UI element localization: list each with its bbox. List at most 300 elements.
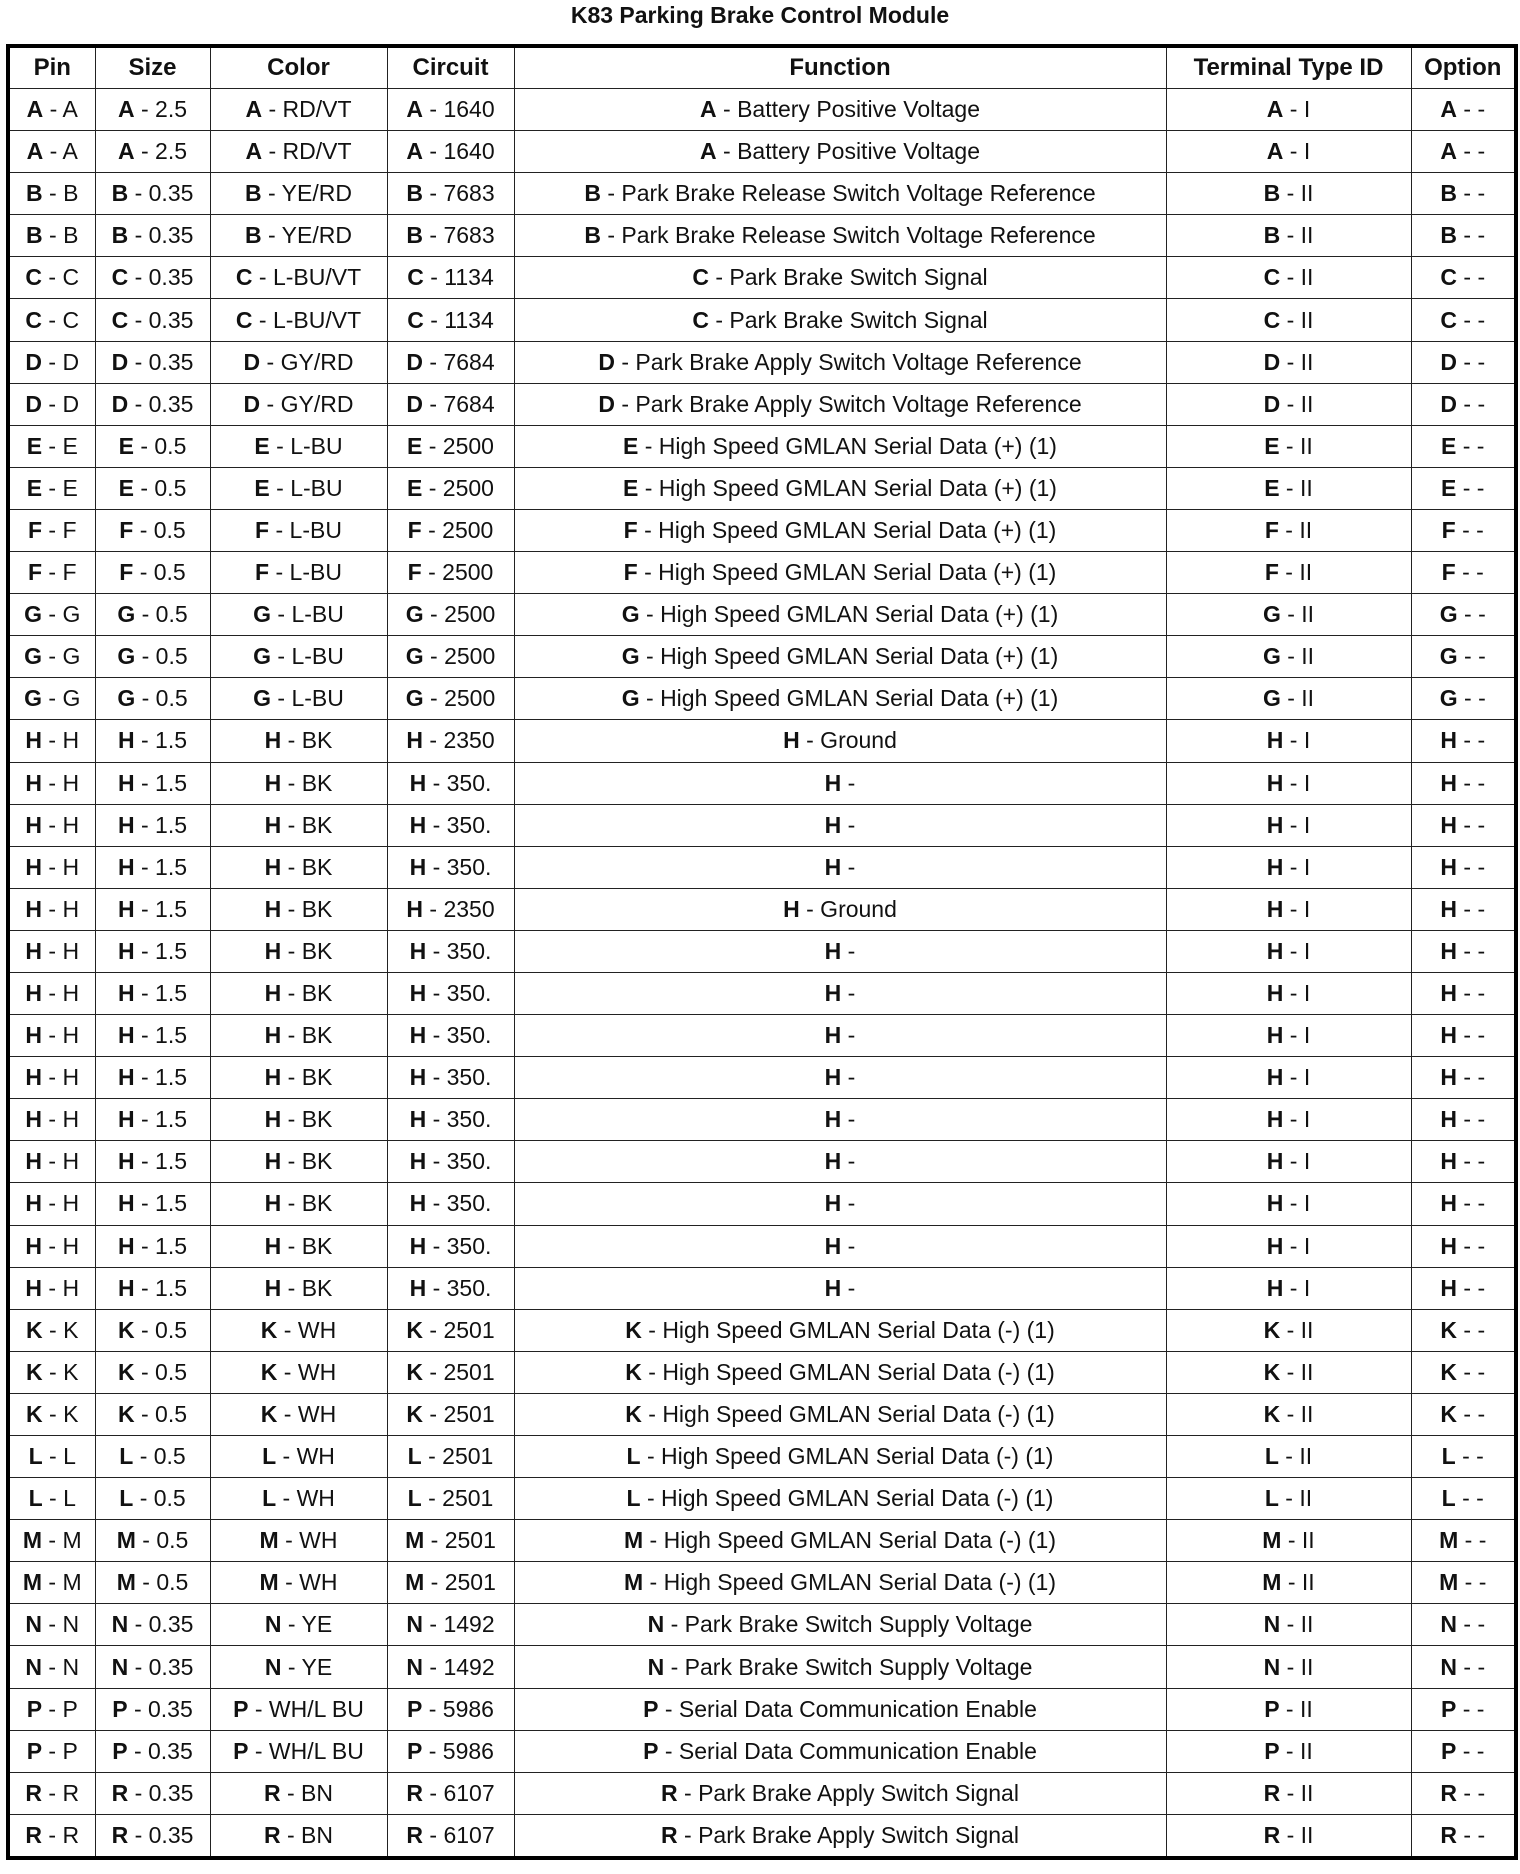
cell-option: E - - <box>1411 425 1516 467</box>
cell-circuit: E - 2500 <box>387 467 514 509</box>
cell-terminal-type-id: R - II <box>1166 1772 1411 1814</box>
cell-function: H - <box>514 972 1166 1014</box>
cell-pin: N - N <box>8 1604 95 1646</box>
cell-circuit: G - 2500 <box>387 678 514 720</box>
cell-function: H - <box>514 846 1166 888</box>
cell-terminal-type-id: K - II <box>1166 1351 1411 1393</box>
cell-function: H - <box>514 1057 1166 1099</box>
cell-option: H - - <box>1411 846 1516 888</box>
cell-option: H - - <box>1411 1099 1516 1141</box>
cell-terminal-type-id: H - I <box>1166 1099 1411 1141</box>
cell-size: C - 0.35 <box>95 257 210 299</box>
header-circuit: Circuit <box>387 46 514 89</box>
cell-pin: H - H <box>8 1057 95 1099</box>
cell-terminal-type-id: R - II <box>1166 1814 1411 1858</box>
cell-circuit: G - 2500 <box>387 636 514 678</box>
cell-color: H - BK <box>210 888 387 930</box>
cell-color: B - YE/RD <box>210 173 387 215</box>
table-row <box>8 89 1516 131</box>
cell-circuit: M - 2501 <box>387 1562 514 1604</box>
table-row <box>8 972 1516 1014</box>
cell-option: H - - <box>1411 1225 1516 1267</box>
cell-option: P - - <box>1411 1730 1516 1772</box>
cell-size: H - 1.5 <box>95 888 210 930</box>
cell-option: K - - <box>1411 1351 1516 1393</box>
cell-circuit: N - 1492 <box>387 1646 514 1688</box>
cell-color: M - WH <box>210 1562 387 1604</box>
table-row <box>8 930 1516 972</box>
cell-pin: H - H <box>8 1141 95 1183</box>
cell-option: C - - <box>1411 299 1516 341</box>
cell-circuit: F - 2500 <box>387 509 514 551</box>
table-row <box>8 1015 1516 1057</box>
header-option: Option <box>1411 46 1516 89</box>
table-row <box>8 1309 1516 1351</box>
cell-option: G - - <box>1411 678 1516 720</box>
cell-color: D - GY/RD <box>210 383 387 425</box>
cell-terminal-type-id: H - I <box>1166 888 1411 930</box>
cell-option: H - - <box>1411 888 1516 930</box>
cell-function: C - Park Brake Switch Signal <box>514 299 1166 341</box>
cell-size: C - 0.35 <box>95 299 210 341</box>
cell-color: D - GY/RD <box>210 341 387 383</box>
cell-pin: P - P <box>8 1688 95 1730</box>
cell-function: B - Park Brake Release Switch Voltage Reference <box>514 215 1166 257</box>
cell-color: H - BK <box>210 804 387 846</box>
cell-color: C - L-BU/VT <box>210 299 387 341</box>
cell-color: G - L-BU <box>210 678 387 720</box>
table-row <box>8 467 1516 509</box>
cell-function: K - High Speed GMLAN Serial Data (-) (1) <box>514 1393 1166 1435</box>
cell-size: M - 0.5 <box>95 1520 210 1562</box>
cell-function: M - High Speed GMLAN Serial Data (-) (1) <box>514 1562 1166 1604</box>
cell-size: F - 0.5 <box>95 552 210 594</box>
cell-function: H - <box>514 1099 1166 1141</box>
cell-option: R - - <box>1411 1814 1516 1858</box>
cell-circuit: M - 2501 <box>387 1520 514 1562</box>
cell-size: H - 1.5 <box>95 1267 210 1309</box>
cell-terminal-type-id: F - II <box>1166 509 1411 551</box>
cell-pin: D - D <box>8 341 95 383</box>
cell-color: K - WH <box>210 1393 387 1435</box>
cell-circuit: B - 7683 <box>387 173 514 215</box>
cell-option: K - - <box>1411 1309 1516 1351</box>
cell-size: H - 1.5 <box>95 1099 210 1141</box>
cell-option: A - - <box>1411 131 1516 173</box>
cell-pin: H - H <box>8 846 95 888</box>
cell-circuit: C - 1134 <box>387 257 514 299</box>
cell-size: E - 0.5 <box>95 425 210 467</box>
cell-size: H - 1.5 <box>95 762 210 804</box>
cell-size: A - 2.5 <box>95 131 210 173</box>
table-row <box>8 131 1516 173</box>
cell-terminal-type-id: H - I <box>1166 1057 1411 1099</box>
table-row <box>8 762 1516 804</box>
cell-function: G - High Speed GMLAN Serial Data (+) (1) <box>514 678 1166 720</box>
cell-color: E - L-BU <box>210 425 387 467</box>
cell-circuit: H - 350. <box>387 1225 514 1267</box>
table-row <box>8 720 1516 762</box>
cell-option: H - - <box>1411 1267 1516 1309</box>
cell-function: K - High Speed GMLAN Serial Data (-) (1) <box>514 1309 1166 1351</box>
cell-pin: H - H <box>8 720 95 762</box>
cell-terminal-type-id: P - II <box>1166 1688 1411 1730</box>
cell-circuit: B - 7683 <box>387 215 514 257</box>
cell-option: N - - <box>1411 1604 1516 1646</box>
cell-size: H - 1.5 <box>95 972 210 1014</box>
cell-circuit: P - 5986 <box>387 1688 514 1730</box>
cell-option: E - - <box>1411 467 1516 509</box>
cell-terminal-type-id: A - I <box>1166 89 1411 131</box>
cell-circuit: H - 350. <box>387 1267 514 1309</box>
cell-pin: H - H <box>8 1267 95 1309</box>
cell-terminal-type-id: D - II <box>1166 341 1411 383</box>
table-row <box>8 552 1516 594</box>
cell-size: H - 1.5 <box>95 720 210 762</box>
cell-option: H - - <box>1411 1183 1516 1225</box>
cell-circuit: G - 2500 <box>387 594 514 636</box>
table-row <box>8 1183 1516 1225</box>
cell-color: H - BK <box>210 1141 387 1183</box>
cell-color: H - BK <box>210 846 387 888</box>
cell-terminal-type-id: H - I <box>1166 1267 1411 1309</box>
cell-pin: P - P <box>8 1730 95 1772</box>
cell-terminal-type-id: G - II <box>1166 594 1411 636</box>
cell-terminal-type-id: E - II <box>1166 467 1411 509</box>
table-row <box>8 1478 1516 1520</box>
cell-function: G - High Speed GMLAN Serial Data (+) (1) <box>514 594 1166 636</box>
cell-size: G - 0.5 <box>95 594 210 636</box>
cell-function: L - High Speed GMLAN Serial Data (-) (1) <box>514 1478 1166 1520</box>
cell-pin: L - L <box>8 1436 95 1478</box>
cell-function: M - High Speed GMLAN Serial Data (-) (1) <box>514 1520 1166 1562</box>
cell-terminal-type-id: C - II <box>1166 257 1411 299</box>
cell-option: A - - <box>1411 89 1516 131</box>
cell-color: H - BK <box>210 1225 387 1267</box>
cell-color: F - L-BU <box>210 552 387 594</box>
cell-size: A - 2.5 <box>95 89 210 131</box>
table-row <box>8 1225 1516 1267</box>
cell-function: R - Park Brake Apply Switch Signal <box>514 1772 1166 1814</box>
cell-function: H - <box>514 1183 1166 1225</box>
cell-circuit: A - 1640 <box>387 131 514 173</box>
cell-function: H - <box>514 1015 1166 1057</box>
cell-terminal-type-id: H - I <box>1166 972 1411 1014</box>
cell-pin: R - R <box>8 1772 95 1814</box>
cell-terminal-type-id: H - I <box>1166 720 1411 762</box>
cell-size: G - 0.5 <box>95 678 210 720</box>
table-row <box>8 299 1516 341</box>
cell-color: K - WH <box>210 1309 387 1351</box>
cell-color: A - RD/VT <box>210 131 387 173</box>
cell-function: D - Park Brake Apply Switch Voltage Reference <box>514 383 1166 425</box>
table-row <box>8 1772 1516 1814</box>
table-row <box>8 678 1516 720</box>
table-title: K83 Parking Brake Control Module <box>570 2 950 28</box>
cell-circuit: H - 350. <box>387 1099 514 1141</box>
cell-circuit: C - 1134 <box>387 299 514 341</box>
cell-terminal-type-id: N - II <box>1166 1646 1411 1688</box>
cell-size: H - 1.5 <box>95 846 210 888</box>
cell-option: C - - <box>1411 257 1516 299</box>
cell-terminal-type-id: H - I <box>1166 1183 1411 1225</box>
cell-color: R - BN <box>210 1772 387 1814</box>
cell-circuit: P - 5986 <box>387 1730 514 1772</box>
cell-pin: G - G <box>8 678 95 720</box>
cell-pin: R - R <box>8 1814 95 1858</box>
cell-size: K - 0.5 <box>95 1309 210 1351</box>
cell-option: G - - <box>1411 636 1516 678</box>
cell-function: H - Ground <box>514 720 1166 762</box>
cell-size: K - 0.5 <box>95 1351 210 1393</box>
cell-pin: B - B <box>8 173 95 215</box>
table-row <box>8 1267 1516 1309</box>
cell-size: H - 1.5 <box>95 1015 210 1057</box>
cell-color: L - WH <box>210 1478 387 1520</box>
cell-size: H - 1.5 <box>95 930 210 972</box>
cell-option: H - - <box>1411 762 1516 804</box>
cell-terminal-type-id: H - I <box>1166 1141 1411 1183</box>
cell-function: H - Ground <box>514 888 1166 930</box>
cell-size: E - 0.5 <box>95 467 210 509</box>
cell-pin: D - D <box>8 383 95 425</box>
table-row <box>8 804 1516 846</box>
cell-terminal-type-id: B - II <box>1166 215 1411 257</box>
cell-circuit: R - 6107 <box>387 1814 514 1858</box>
cell-function: H - <box>514 1141 1166 1183</box>
cell-pin: L - L <box>8 1478 95 1520</box>
cell-terminal-type-id: L - II <box>1166 1478 1411 1520</box>
cell-function: P - Serial Data Communication Enable <box>514 1688 1166 1730</box>
table-row <box>8 215 1516 257</box>
cell-option: M - - <box>1411 1520 1516 1562</box>
cell-size: H - 1.5 <box>95 1225 210 1267</box>
cell-circuit: A - 1640 <box>387 89 514 131</box>
cell-option: B - - <box>1411 215 1516 257</box>
cell-circuit: D - 7684 <box>387 383 514 425</box>
cell-terminal-type-id: M - II <box>1166 1520 1411 1562</box>
table-row <box>8 846 1516 888</box>
cell-function: H - <box>514 1267 1166 1309</box>
cell-function: E - High Speed GMLAN Serial Data (+) (1) <box>514 467 1166 509</box>
cell-circuit: L - 2501 <box>387 1436 514 1478</box>
cell-terminal-type-id: M - II <box>1166 1562 1411 1604</box>
cell-color: H - BK <box>210 1057 387 1099</box>
cell-pin: E - E <box>8 425 95 467</box>
cell-color: H - BK <box>210 762 387 804</box>
table-row <box>8 257 1516 299</box>
cell-size: L - 0.5 <box>95 1478 210 1520</box>
cell-pin: C - C <box>8 257 95 299</box>
cell-size: L - 0.5 <box>95 1436 210 1478</box>
table-row <box>8 1646 1516 1688</box>
cell-circuit: H - 2350 <box>387 720 514 762</box>
cell-size: D - 0.35 <box>95 341 210 383</box>
cell-option: M - - <box>1411 1562 1516 1604</box>
cell-pin: H - H <box>8 888 95 930</box>
table-row <box>8 1562 1516 1604</box>
cell-color: N - YE <box>210 1604 387 1646</box>
cell-color: H - BK <box>210 1015 387 1057</box>
cell-terminal-type-id: G - II <box>1166 636 1411 678</box>
cell-function: E - High Speed GMLAN Serial Data (+) (1) <box>514 425 1166 467</box>
cell-size: N - 0.35 <box>95 1646 210 1688</box>
cell-option: H - - <box>1411 720 1516 762</box>
cell-option: B - - <box>1411 173 1516 215</box>
cell-pin: G - G <box>8 594 95 636</box>
cell-pin: N - N <box>8 1646 95 1688</box>
cell-option: H - - <box>1411 1015 1516 1057</box>
cell-terminal-type-id: H - I <box>1166 846 1411 888</box>
table-row <box>8 341 1516 383</box>
cell-size: D - 0.35 <box>95 383 210 425</box>
cell-terminal-type-id: H - I <box>1166 930 1411 972</box>
cell-color: N - YE <box>210 1646 387 1688</box>
cell-circuit: H - 350. <box>387 804 514 846</box>
cell-option: R - - <box>1411 1772 1516 1814</box>
cell-pin: H - H <box>8 762 95 804</box>
cell-terminal-type-id: F - II <box>1166 552 1411 594</box>
cell-option: P - - <box>1411 1688 1516 1730</box>
cell-function: P - Serial Data Communication Enable <box>514 1730 1166 1772</box>
cell-terminal-type-id: H - I <box>1166 1015 1411 1057</box>
cell-circuit: K - 2501 <box>387 1393 514 1435</box>
cell-function: A - Battery Positive Voltage <box>514 131 1166 173</box>
cell-size: B - 0.35 <box>95 173 210 215</box>
cell-option: D - - <box>1411 341 1516 383</box>
cell-color: H - BK <box>210 1183 387 1225</box>
table-row <box>8 173 1516 215</box>
cell-size: P - 0.35 <box>95 1688 210 1730</box>
cell-size: H - 1.5 <box>95 1183 210 1225</box>
cell-size: R - 0.35 <box>95 1814 210 1858</box>
cell-color: H - BK <box>210 972 387 1014</box>
header-pin: Pin <box>8 46 95 89</box>
table-row <box>8 1520 1516 1562</box>
table-row <box>8 1814 1516 1858</box>
cell-terminal-type-id: P - II <box>1166 1730 1411 1772</box>
table-row <box>8 888 1516 930</box>
cell-option: K - - <box>1411 1393 1516 1435</box>
cell-pin: G - G <box>8 636 95 678</box>
cell-function: G - High Speed GMLAN Serial Data (+) (1) <box>514 636 1166 678</box>
cell-pin: A - A <box>8 131 95 173</box>
cell-function: F - High Speed GMLAN Serial Data (+) (1) <box>514 509 1166 551</box>
cell-size: B - 0.35 <box>95 215 210 257</box>
cell-function: H - <box>514 804 1166 846</box>
cell-terminal-type-id: H - I <box>1166 1225 1411 1267</box>
cell-color: P - WH/L BU <box>210 1688 387 1730</box>
cell-circuit: K - 2501 <box>387 1309 514 1351</box>
cell-circuit: H - 350. <box>387 1057 514 1099</box>
cell-circuit: H - 350. <box>387 1183 514 1225</box>
header-row <box>8 46 1516 89</box>
cell-option: F - - <box>1411 552 1516 594</box>
cell-pin: H - H <box>8 804 95 846</box>
cell-circuit: L - 2501 <box>387 1478 514 1520</box>
cell-circuit: K - 2501 <box>387 1351 514 1393</box>
cell-option: L - - <box>1411 1436 1516 1478</box>
cell-circuit: F - 2500 <box>387 552 514 594</box>
cell-circuit: H - 350. <box>387 1141 514 1183</box>
cell-pin: H - H <box>8 1015 95 1057</box>
cell-color: K - WH <box>210 1351 387 1393</box>
cell-color: G - L-BU <box>210 594 387 636</box>
cell-circuit: H - 2350 <box>387 888 514 930</box>
cell-option: H - - <box>1411 1057 1516 1099</box>
cell-size: H - 1.5 <box>95 804 210 846</box>
cell-pin: K - K <box>8 1309 95 1351</box>
cell-pin: M - M <box>8 1562 95 1604</box>
cell-function: R - Park Brake Apply Switch Signal <box>514 1814 1166 1858</box>
cell-function: N - Park Brake Switch Supply Voltage <box>514 1646 1166 1688</box>
table-row <box>8 1141 1516 1183</box>
cell-size: N - 0.35 <box>95 1604 210 1646</box>
table-row <box>8 425 1516 467</box>
cell-pin: M - M <box>8 1520 95 1562</box>
cell-terminal-type-id: D - II <box>1166 383 1411 425</box>
table-row <box>8 383 1516 425</box>
cell-size: P - 0.35 <box>95 1730 210 1772</box>
cell-color: H - BK <box>210 1267 387 1309</box>
table-row <box>8 1436 1516 1478</box>
cell-option: H - - <box>1411 804 1516 846</box>
cell-terminal-type-id: A - I <box>1166 131 1411 173</box>
cell-terminal-type-id: G - II <box>1166 678 1411 720</box>
cell-option: L - - <box>1411 1478 1516 1520</box>
cell-pin: B - B <box>8 215 95 257</box>
cell-option: F - - <box>1411 509 1516 551</box>
cell-terminal-type-id: L - II <box>1166 1436 1411 1478</box>
cell-color: B - YE/RD <box>210 215 387 257</box>
cell-pin: H - H <box>8 972 95 1014</box>
table-row <box>8 1604 1516 1646</box>
cell-circuit: E - 2500 <box>387 425 514 467</box>
cell-function: D - Park Brake Apply Switch Voltage Reference <box>514 341 1166 383</box>
cell-circuit: R - 6107 <box>387 1772 514 1814</box>
header-color: Color <box>210 46 387 89</box>
cell-pin: H - H <box>8 1099 95 1141</box>
cell-function: A - Battery Positive Voltage <box>514 89 1166 131</box>
cell-function: L - High Speed GMLAN Serial Data (-) (1) <box>514 1436 1166 1478</box>
header-function: Function <box>514 46 1166 89</box>
cell-terminal-type-id: K - II <box>1166 1309 1411 1351</box>
cell-pin: F - F <box>8 552 95 594</box>
cell-terminal-type-id: N - II <box>1166 1604 1411 1646</box>
cell-terminal-type-id: H - I <box>1166 804 1411 846</box>
cell-color: F - L-BU <box>210 509 387 551</box>
cell-size: H - 1.5 <box>95 1057 210 1099</box>
cell-option: H - - <box>1411 930 1516 972</box>
cell-pin: C - C <box>8 299 95 341</box>
cell-function: H - <box>514 762 1166 804</box>
cell-option: N - - <box>1411 1646 1516 1688</box>
cell-color: A - RD/VT <box>210 89 387 131</box>
cell-pin: K - K <box>8 1351 95 1393</box>
cell-terminal-type-id: B - II <box>1166 173 1411 215</box>
table-row <box>8 1099 1516 1141</box>
cell-circuit: H - 350. <box>387 762 514 804</box>
cell-size: H - 1.5 <box>95 1141 210 1183</box>
cell-circuit: N - 1492 <box>387 1604 514 1646</box>
table-row <box>8 509 1516 551</box>
cell-option: D - - <box>1411 383 1516 425</box>
cell-color: G - L-BU <box>210 636 387 678</box>
header-size: Size <box>95 46 210 89</box>
cell-color: L - WH <box>210 1436 387 1478</box>
cell-function: C - Park Brake Switch Signal <box>514 257 1166 299</box>
table-row <box>8 1688 1516 1730</box>
